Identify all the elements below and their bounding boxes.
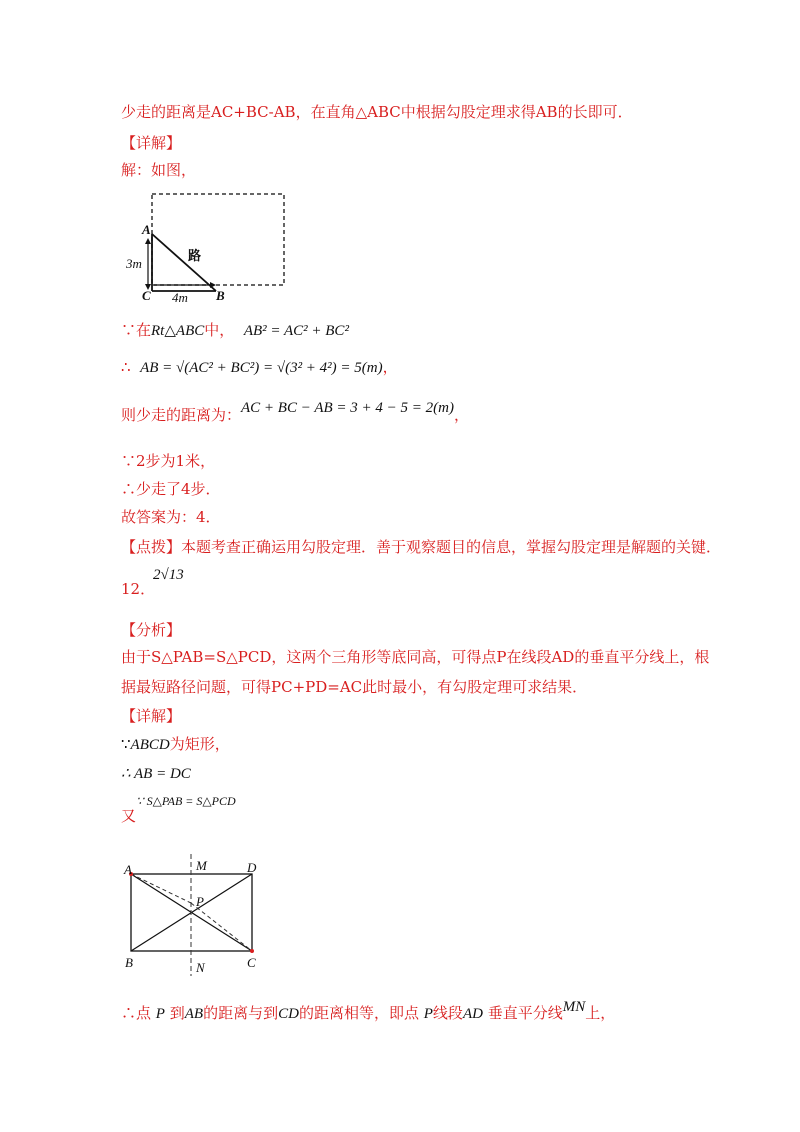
label-4m: 4m: [172, 290, 188, 305]
rectangle-figure: [120, 850, 280, 980]
analysis-heading: 【分析】: [121, 621, 182, 639]
label-p: P: [196, 894, 204, 909]
step2-line: ∴ AB = √(AC² + BC²) = √(3² + 4²) = 5(m)，: [121, 358, 398, 376]
comment-line: 【点拨】本题考查正确运用勾股定理．善于观察题目的信息，掌握勾股定理是解题的关键．: [121, 538, 722, 556]
segment-pc: [191, 903, 252, 951]
answer-line: 故答案为：4．: [121, 508, 221, 526]
label-b: B: [216, 288, 225, 303]
step2-prefix: ∴: [121, 358, 131, 376]
detail-heading: 【详解】: [121, 134, 182, 152]
step2-formula: AB = √(AC² + BC²) = √(3² + 4²) = 5(m): [140, 360, 383, 376]
analysis-line2: 据最短路径问题，可得PC+PD=AC此时最小，有勾股定理可求结果．: [121, 678, 588, 696]
step1-mid: 中，: [204, 321, 235, 339]
d2-line: ∴ AB = DC: [121, 766, 191, 782]
step1-prefix: ∵在: [121, 321, 152, 339]
label-3m: 3m: [126, 256, 142, 271]
step1-formula: AB² = AC² + BC²: [243, 323, 349, 339]
label-c: C: [142, 288, 151, 303]
label-a2: A: [124, 862, 132, 877]
label-b2: B: [125, 955, 133, 970]
segment-ap: [131, 874, 191, 903]
step4: ∵2步为1米，: [121, 452, 216, 470]
label-a: A: [142, 222, 151, 237]
last-line: ∴点 P 到AB的距离与到CD的距离相等，即点 P线段AD 垂直平分线MN上，: [121, 999, 616, 1022]
intro-line: 少走的距离是AC+BC-AB，在直角△ABC中根据勾股定理求得AB的长即可．: [121, 103, 633, 121]
step3-formula: AC + BC − AB = 3 + 4 − 5 = 2(m): [241, 400, 454, 416]
step3-line: 则少走的距离为：AC + BC − AB = 3 + 4 − 5 = 2(m)，: [121, 400, 469, 424]
solution-intro: 解：如图，: [121, 161, 197, 179]
label-m: M: [196, 858, 207, 873]
label-c2: C: [247, 955, 256, 970]
label-n: N: [196, 960, 205, 975]
q12-number: 12．: [121, 580, 156, 598]
step3-prefix: 则少走的距离为：: [121, 406, 242, 424]
analysis-line1: 由于S△PAB=S△PCD，这两个三角形等底同高，可得点P在线段AD的垂直平分线上，根: [121, 648, 710, 666]
label-d2: D: [247, 860, 257, 875]
step1-line: ∵在Rt△ABC中， AB² = AC² + BC²: [121, 321, 349, 339]
detail-heading-2: 【详解】: [121, 707, 182, 725]
dashed-rect: [152, 194, 284, 285]
right-triangle-figure: [120, 185, 295, 305]
q12-answer: 2√13: [153, 567, 184, 583]
d1-line: ∵ABCD为矩形，: [121, 735, 230, 753]
d3-prefix: 又: [121, 807, 137, 825]
label-road: 路: [188, 248, 202, 263]
step5: ∴少走了4步．: [121, 480, 221, 498]
path-ab: [152, 234, 216, 291]
d3-formula: ∵ S△PAB = S△PCD: [136, 794, 236, 808]
